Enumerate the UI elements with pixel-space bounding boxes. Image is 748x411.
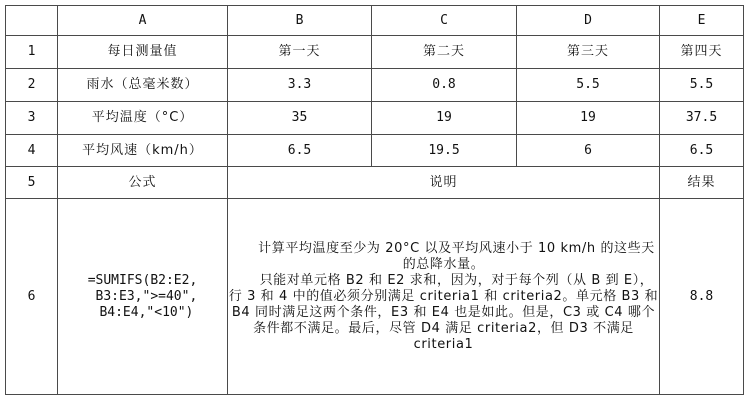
column-header-row — [6, 6, 744, 36]
cell-c1[interactable]: 第二天 — [372, 36, 517, 69]
cell-e6-result[interactable]: 8.8 — [660, 199, 744, 395]
cell-d3[interactable]: 19 — [517, 102, 660, 135]
cell-e1[interactable]: 第四天 — [660, 36, 744, 69]
cell-e2[interactable]: 5.5 — [660, 69, 744, 102]
formula-line: B4:E4,"<10") — [91, 304, 194, 320]
row-header-4[interactable]: 4 — [6, 135, 58, 167]
cell-b6-description[interactable] — [228, 199, 660, 395]
column-header-a[interactable]: A — [58, 6, 228, 36]
row-header-1[interactable]: 1 — [6, 36, 58, 69]
corner-cell[interactable] — [6, 6, 58, 36]
cell-b2[interactable]: 3.3 — [228, 69, 372, 102]
cell-b1[interactable]: 第一天 — [228, 36, 372, 69]
table-row — [6, 199, 744, 395]
description-paragraph: 只能对单元格 B2 和 E2 求和，因为，对于每个列（从 B 到 E），行 3 和 4 中的值必须分别满足 criteria1 和 criteria2。单元格 B3 和 B4 同时满足这两个条件，E3 和 E4 也是如此。但是，C3 或 C4 哪个条件都不满足。最后，尽管 D4 满足 criteria2，但 D3 不满足 criteria1 — [228, 272, 659, 352]
cell-a1[interactable]: 每日测量值 — [58, 36, 228, 69]
cell-c4[interactable]: 19.5 — [372, 135, 517, 167]
row-header-5[interactable]: 5 — [6, 167, 58, 199]
cell-a5[interactable]: 公式 — [58, 167, 228, 199]
table-row — [6, 102, 744, 135]
cell-e4[interactable]: 6.5 — [660, 135, 744, 167]
cell-e3[interactable]: 37.5 — [660, 102, 744, 135]
column-header-d[interactable]: D — [517, 6, 660, 36]
row-header-2[interactable]: 2 — [6, 69, 58, 102]
cell-b4[interactable]: 6.5 — [228, 135, 372, 167]
formula-line: =SUMIFS(B2:E2, — [87, 272, 198, 288]
table-row — [6, 167, 744, 199]
cell-b5-merged[interactable]: 说明 — [228, 167, 660, 199]
table-row — [6, 69, 744, 102]
cell-a6-formula[interactable] — [58, 199, 228, 395]
cell-a2[interactable]: 雨水（总毫米数） — [58, 69, 228, 102]
cell-d4[interactable]: 6 — [517, 135, 660, 167]
cell-a4[interactable]: 平均风速（km/h） — [58, 135, 228, 167]
description-paragraph: 计算平均温度至少为 20°C 以及平均风速小于 10 km/h 的这些天的总降水量。 — [258, 240, 655, 272]
row-header-3[interactable]: 3 — [6, 102, 58, 135]
cell-a3[interactable]: 平均温度（°C） — [58, 102, 228, 135]
table-row — [6, 36, 744, 69]
cell-b3[interactable]: 35 — [228, 102, 372, 135]
formula-line: B3:E3,">=40", — [87, 288, 198, 304]
spreadsheet-table — [5, 5, 744, 395]
row-header-6[interactable]: 6 — [6, 199, 58, 395]
cell-c2[interactable]: 0.8 — [372, 69, 517, 102]
cell-e5[interactable]: 结果 — [660, 167, 744, 199]
cell-d2[interactable]: 5.5 — [517, 69, 660, 102]
column-header-b[interactable]: B — [228, 6, 372, 36]
table-row — [6, 135, 744, 167]
cell-d1[interactable]: 第三天 — [517, 36, 660, 69]
column-header-c[interactable]: C — [372, 6, 517, 36]
cell-c3[interactable]: 19 — [372, 102, 517, 135]
column-header-e[interactable]: E — [660, 6, 744, 36]
